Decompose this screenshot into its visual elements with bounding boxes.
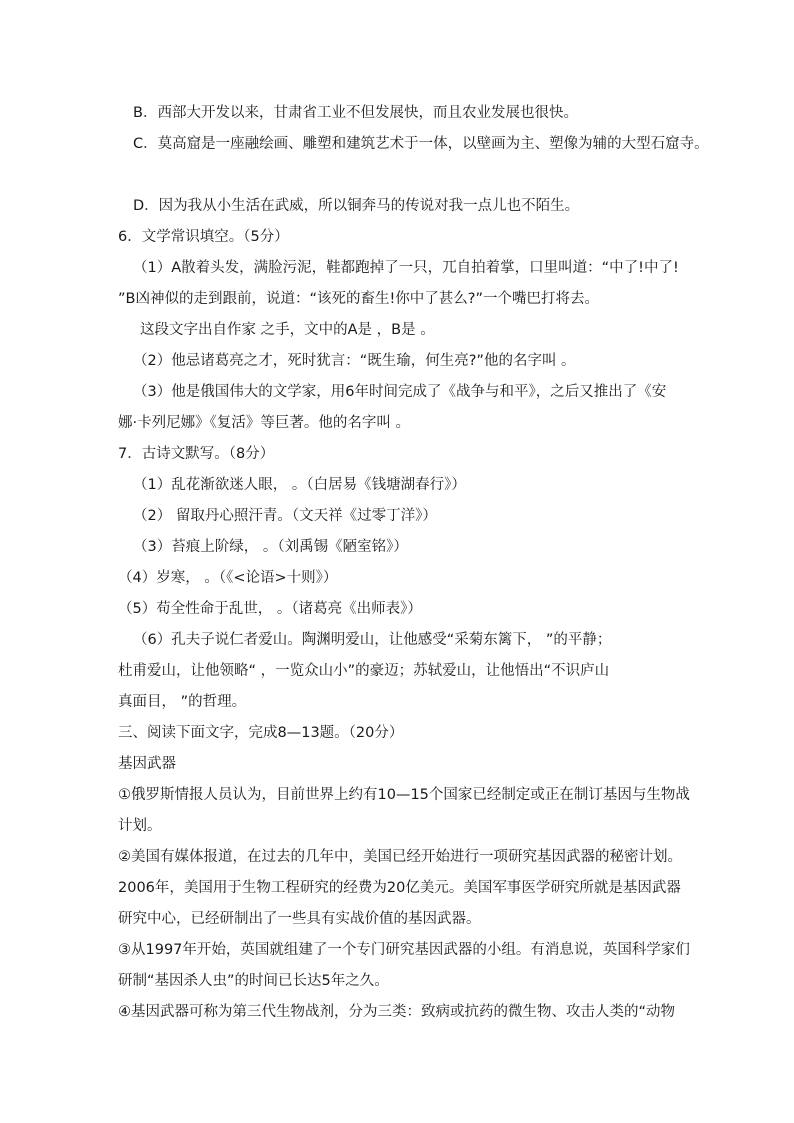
paragraph-2-line-3: 研究中心，已经研制出了一些具有实战价值的基因武器。: [118, 911, 481, 927]
option-d: D．因为我从小生活在武威，所以铜奔马的传说对我一点儿也不陌生。: [133, 198, 580, 214]
section-3-heading: 三、阅读下面文字，完成8—13题。（20分）: [118, 725, 404, 741]
question-6-item-3-line-1: （3）他是俄国伟大的文学家，用6年时间完成了《战争与和平》，之后又推出了《安: [133, 384, 667, 400]
question-7-item-6-line-1: （6）孔夫子说仁者爱山。陶渊明爱山，让他感受“采菊东篱下， ”的平静；: [133, 632, 612, 648]
question-7-item-6-line-3: 真面目， ”的哲理。: [118, 694, 247, 710]
paragraph-3-line-1: ③从1997年开始，英国就组建了一个专门研究基因武器的小组。有消息说，英国科学家们: [118, 942, 690, 958]
paragraph-4-line-1: ④基因武器可称为第三代生物战剂，分为三类：致病或抗药的微生物、攻击人类的“动物: [118, 1004, 676, 1020]
passage-title: 基因武器: [118, 756, 176, 772]
question-7-item-4: （4）岁寒， 。（《<论语>十则》）: [118, 570, 338, 586]
paragraph-2-line-2: 2006年，美国用于生物工程研究的经费为20亿美元。美国军事医学研究所就是基因武器: [118, 880, 681, 896]
option-c: C．莫高窟是一座融绘画、雕塑和建筑艺术于一体，以壁画为主、塑像为辅的大型石窟寺。: [133, 136, 709, 152]
paragraph-3-line-2: 研制“基因杀人虫”的时间已长达5年之久。: [118, 973, 389, 989]
question-6-passage-line-2: ”B凶神似的走到跟前，说道：“该死的畜生!你中了甚么?”一个嘴巴打将去。: [118, 291, 599, 307]
paragraph-1-line-2: 计划。: [118, 818, 162, 834]
question-7-item-5: （5）苟全性命于乱世， 。（诸葛亮《出师表》）: [118, 601, 422, 617]
question-7-item-6-line-2: 杜甫爱山，让他领略“ ，一览众山小”的豪迈；苏轼爱山，让他悟出“不识庐山: [118, 663, 610, 679]
paragraph-1-line-1: ①俄罗斯情报人员认为，目前世界上约有10—15个国家已经制定或正在制订基因与生物战: [118, 787, 690, 803]
question-7-item-1: （1）乱花渐欲迷人眼， 。（白居易《钱塘湖春行》）: [133, 477, 466, 493]
question-7-heading: 7．古诗文默写。（8分）: [118, 446, 275, 462]
question-6-item-3-line-2: 娜·卡列尼娜》《复活》等巨著。他的名字叫 。: [118, 415, 410, 431]
question-6-passage-line-1: （1）A散着头发，满脸污泥，鞋都跑掉了一只，兀自拍着掌，口里叫道：“中了!中了!: [133, 260, 679, 276]
question-6-item-2: （2）他忌诸葛亮之才，死时犹言：“既生瑜，何生亮?”他的名字叫 。: [133, 353, 576, 369]
question-6-item-1-blank: 这段文字出自作家 之手，文中的A是 ，B是 。: [140, 322, 435, 338]
question-7-item-2: （2） 留取丹心照汗青。（文天祥《过零丁洋》）: [133, 508, 437, 524]
option-b: B．西部大开发以来，甘肃省工业不但发展快，而且农业发展也很快。: [133, 105, 578, 121]
question-6-heading: 6．文学常识填空。（5分）: [118, 229, 289, 245]
paragraph-2-line-1: ②美国有媒体报道，在过去的几年中，美国已经开始进行一项研究基因武器的秘密计划。: [118, 849, 682, 865]
question-7-item-3: （3）苔痕上阶绿， 。（刘禹锡《陋室铭》）: [133, 539, 408, 555]
